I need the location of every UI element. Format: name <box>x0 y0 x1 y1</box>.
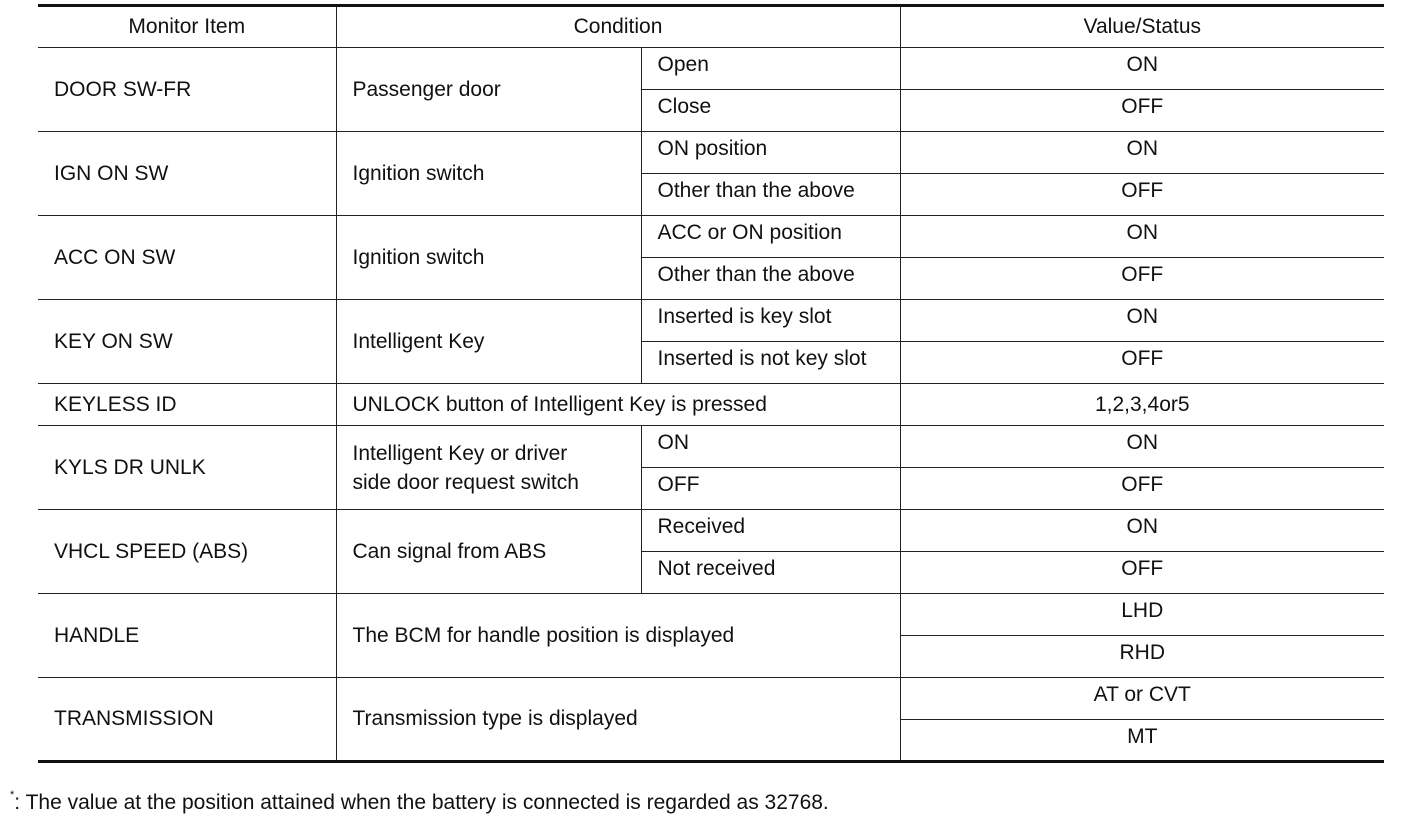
condition: Ignition switch <box>336 216 641 300</box>
header-monitor-item: Monitor Item <box>38 6 336 48</box>
condition: The BCM for handle position is displayed <box>336 594 900 678</box>
monitor-item: TRANSMISSION <box>38 678 336 762</box>
value-status: OFF <box>900 90 1384 132</box>
value-status: RHD <box>900 636 1384 678</box>
condition-line: side door request switch <box>352 470 579 494</box>
condition <box>336 426 641 510</box>
table-row <box>38 48 1384 90</box>
table-row <box>38 132 1384 174</box>
condition: UNLOCK button of Intelligent Key is pressed <box>336 384 900 426</box>
sub-condition: Close <box>641 90 900 132</box>
table-row <box>38 678 1384 720</box>
value-status: OFF <box>900 468 1384 510</box>
table-row <box>38 216 1384 258</box>
footnote-text: : The value at the position attained when the battery is connected is regarded as 32768. <box>14 791 829 814</box>
table-header-row <box>38 6 1384 48</box>
footnote-marker: * <box>10 789 15 801</box>
value-status: ON <box>900 510 1384 552</box>
value-status: LHD <box>900 594 1384 636</box>
monitor-item: DOOR SW-FR <box>38 48 336 132</box>
sub-condition: Not received <box>641 552 900 594</box>
sub-condition: Received <box>641 510 900 552</box>
value-status: OFF <box>900 552 1384 594</box>
value-status: ON <box>900 48 1384 90</box>
value-status: OFF <box>900 174 1384 216</box>
header-condition: Condition <box>336 6 900 48</box>
monitor-table <box>38 4 1384 763</box>
value-status: ON <box>900 132 1384 174</box>
sub-condition: Inserted is not key slot <box>641 342 900 384</box>
condition: Can signal from ABS <box>336 510 641 594</box>
monitor-item: IGN ON SW <box>38 132 336 216</box>
monitor-item: ACC ON SW <box>38 216 336 300</box>
monitor-item: HANDLE <box>38 594 336 678</box>
value-status: OFF <box>900 342 1384 384</box>
condition: Ignition switch <box>336 132 641 216</box>
table-row <box>38 384 1384 426</box>
sub-condition: ACC or ON position <box>641 216 900 258</box>
sub-condition: ON position <box>641 132 900 174</box>
table-row <box>38 300 1384 342</box>
value-status: MT <box>900 720 1384 762</box>
monitor-item: KYLS DR UNLK <box>38 426 336 510</box>
value-status: OFF <box>900 258 1384 300</box>
table-row <box>38 510 1384 552</box>
monitor-item: KEY ON SW <box>38 300 336 384</box>
table-row <box>38 594 1384 636</box>
sub-condition: ON <box>641 426 900 468</box>
monitor-item: VHCL SPEED (ABS) <box>38 510 336 594</box>
value-status: ON <box>900 426 1384 468</box>
sub-condition: OFF <box>641 468 900 510</box>
sub-condition: Open <box>641 48 900 90</box>
condition: Passenger door <box>336 48 641 132</box>
value-status: ON <box>900 216 1384 258</box>
condition: Intelligent Key <box>336 300 641 384</box>
table-row <box>38 426 1384 468</box>
value-status: 1,2,3,4or5 <box>900 384 1384 426</box>
sub-condition: Inserted is key slot <box>641 300 900 342</box>
value-status: AT or CVT <box>900 678 1384 720</box>
footnote <box>10 791 829 815</box>
header-value-status: Value/Status <box>900 6 1384 48</box>
condition: Transmission type is displayed <box>336 678 900 762</box>
sub-condition: Other than the above <box>641 174 900 216</box>
condition-line: Intelligent Key or driver <box>352 441 568 465</box>
monitor-item: KEYLESS ID <box>38 384 336 426</box>
value-status: ON <box>900 300 1384 342</box>
sub-condition: Other than the above <box>641 258 900 300</box>
